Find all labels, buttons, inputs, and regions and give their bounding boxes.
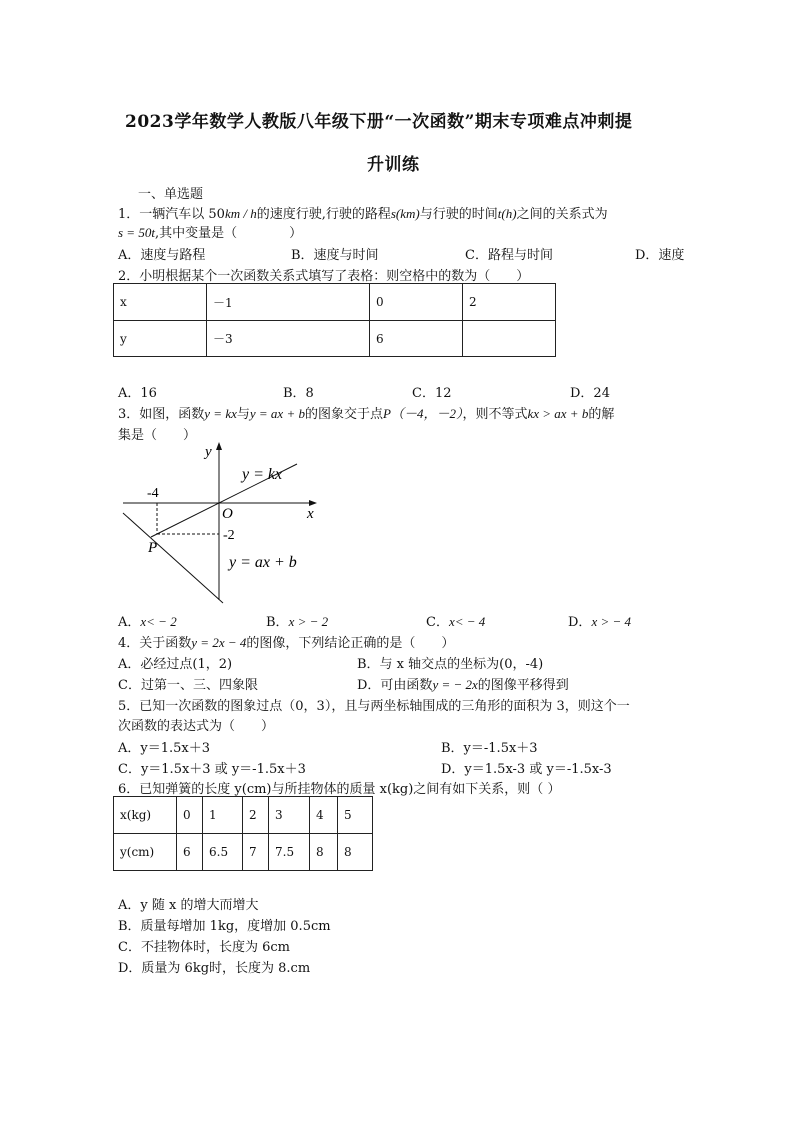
origin-label: O: [222, 506, 233, 522]
table-cell: y(cm): [114, 834, 177, 871]
table-cell: 8: [310, 834, 338, 871]
q3-option-a-expr: x< − 2: [140, 614, 177, 629]
q3-option-b[interactable]: [266, 611, 328, 630]
q3-option-b-expr: x > − 2: [288, 614, 329, 629]
q1-distance-var: s(km): [390, 206, 420, 221]
y-axis-arrow-icon: [216, 442, 222, 450]
q1-text-a: 1．一辆汽车以 50: [118, 207, 225, 222]
title-line-2: 升训练: [367, 155, 420, 175]
q6-option-d[interactable]: D．质量为 6kg时，长度为 8.cm: [118, 961, 311, 976]
point-label: P: [148, 540, 158, 556]
table-cell: 6.5: [203, 834, 243, 871]
q5-option-b[interactable]: B．y＝-1.5x＋3: [441, 741, 538, 756]
q3-option-d-letter: D．: [568, 615, 592, 630]
q2-option-d[interactable]: D．24: [570, 386, 610, 401]
q3-text-e: 的解: [588, 407, 615, 422]
q3-text-d: ，则不等式: [462, 407, 528, 422]
q6-table: [113, 796, 373, 871]
q3-func-1: y = kx: [204, 406, 237, 421]
q4-option-d-text-a: D．可由函数: [357, 678, 433, 693]
table-cell: 8: [338, 834, 373, 871]
q5-stem-line2: 次函数的表达式为（ ）: [118, 719, 275, 734]
q1-option-d[interactable]: D．速度: [635, 248, 685, 263]
table-cell: 6: [177, 834, 203, 871]
q4-option-c[interactable]: C．过第一、三、四象限: [118, 678, 258, 693]
q3-option-c-letter: C．: [426, 615, 449, 630]
q3-point: P（－4，－2）: [383, 406, 463, 421]
table-cell: 2: [463, 284, 556, 321]
q1-stem-line1: [118, 203, 608, 222]
q6-option-a[interactable]: A．y 随 x 的增大而增大: [118, 898, 259, 913]
q3-graph: [115, 440, 325, 605]
q4-text-b: 的图像，下列结论正确的是（ ）: [246, 636, 455, 651]
section-heading: 一、单选题: [138, 187, 204, 202]
q4-option-d[interactable]: [357, 674, 569, 693]
q3-option-b-letter: B．: [266, 615, 289, 630]
q3-stem-line1: [118, 403, 614, 422]
q6-option-b[interactable]: B．质量每增加 1kg，度增加 0.5cm: [118, 919, 331, 934]
q1-time-var: t(h): [497, 206, 517, 221]
q2-option-b[interactable]: B．8: [283, 386, 314, 401]
q2-option-c[interactable]: C．12: [412, 386, 452, 401]
q4-func: y = 2x − 4: [191, 635, 247, 650]
q1-text-b: 的速度行驶,行驶的路程: [256, 207, 391, 222]
q3-option-d-expr: x > − 4: [591, 614, 632, 629]
x-tick-label: -4: [147, 486, 159, 501]
table-cell: x: [114, 284, 207, 321]
q3-func-2: y = ax + b: [249, 406, 305, 421]
y-tick-label: -2: [223, 528, 235, 543]
table-cell: 1: [203, 797, 243, 834]
q3-option-a[interactable]: [118, 611, 177, 630]
q1-formula: s = 50t: [118, 225, 155, 240]
table-row: [114, 797, 373, 834]
q4-text-a: 4．关于函数: [118, 636, 192, 651]
q4-option-d-text-b: 的图像平移得到: [477, 678, 569, 693]
table-cell: 4: [310, 797, 338, 834]
line-2-label: y = ax + b: [229, 554, 297, 571]
table-row: [114, 284, 556, 321]
q3-stem-line2: 集是（ ）: [118, 428, 197, 443]
q3-option-c-expr: x< − 4: [448, 614, 486, 629]
q1-stem-line2: [118, 222, 302, 241]
q1-option-b[interactable]: B．速度与时间: [291, 248, 379, 263]
y-axis-label: y: [205, 444, 212, 460]
q3-text-c: 的图象交于点: [304, 407, 383, 422]
table-cell: 0: [370, 284, 463, 321]
q3-text-a: 3．如图，函数: [118, 407, 205, 422]
q5-option-c[interactable]: C．y＝1.5x＋3 或 y＝-1.5x＋3: [118, 762, 306, 777]
q2-option-a[interactable]: A．16: [118, 386, 157, 401]
table-cell: 0: [177, 797, 203, 834]
table-row: [114, 834, 373, 871]
table-cell: 6: [370, 321, 463, 357]
title-line-1: 2023学年数学人教版八年级下册“一次函数”期末专项难点冲刺提: [125, 112, 633, 132]
q3-option-a-letter: A．: [118, 615, 141, 630]
q3-option-d[interactable]: [568, 611, 631, 630]
q5-option-a[interactable]: A．y＝1.5x＋3: [118, 741, 211, 756]
table-cell: x(kg): [114, 797, 177, 834]
table-cell: －1: [207, 284, 370, 321]
q5-stem-line1: 5．已知一次函数的图象过点（0，3），且与两坐标轴围成的三角形的面积为 3，则这个一: [118, 699, 630, 714]
table-cell: [463, 321, 556, 357]
q1-option-c[interactable]: C．路程与时间: [465, 248, 553, 263]
q4-stem: [118, 632, 454, 651]
q3-option-c[interactable]: [426, 611, 485, 630]
table-cell: 3: [269, 797, 310, 834]
table-cell: 7.5: [269, 834, 310, 871]
q6-option-c[interactable]: C．不挂物体时，长度为 6cm: [118, 940, 290, 955]
table-cell: －3: [207, 321, 370, 357]
table-cell: 5: [338, 797, 373, 834]
table-cell: y: [114, 321, 207, 357]
x-axis-label: x: [307, 506, 314, 522]
q6-stem: 6．已知弹簧的长度 y(cm)与所挂物体的质量 x(kg)之间有如下关系，则（ ）: [118, 782, 561, 797]
q1-text-e: ,其中变量是（ ）: [154, 226, 303, 241]
q3-inequality: kx > ax + b: [527, 406, 589, 421]
q1-speed-unit: km / h: [224, 206, 257, 221]
q1-option-a[interactable]: A．速度与路程: [118, 248, 206, 263]
q2-stem: 2．小明根据某个一次函数关系式填写了表格：则空格中的数为（ ）: [118, 269, 530, 284]
table-row: [114, 321, 556, 357]
line-1-label: y = kx: [242, 466, 283, 483]
q2-table: [113, 283, 556, 357]
q4-option-d-func: y = − 2x: [432, 677, 478, 692]
table-cell: 2: [243, 797, 269, 834]
q5-option-d[interactable]: D．y＝1.5x-3 或 y＝-1.5x-3: [441, 762, 612, 777]
q4-option-a[interactable]: A．必经过点(1，2): [118, 657, 233, 672]
table-cell: 7: [243, 834, 269, 871]
q1-text-c: 与行驶的时间: [419, 207, 498, 222]
q3-text-b: 与: [236, 407, 250, 422]
q4-option-b[interactable]: B．与 x 轴交点的坐标为(0，-4): [357, 657, 544, 672]
q1-text-d: 之间的关系式为: [516, 207, 608, 222]
